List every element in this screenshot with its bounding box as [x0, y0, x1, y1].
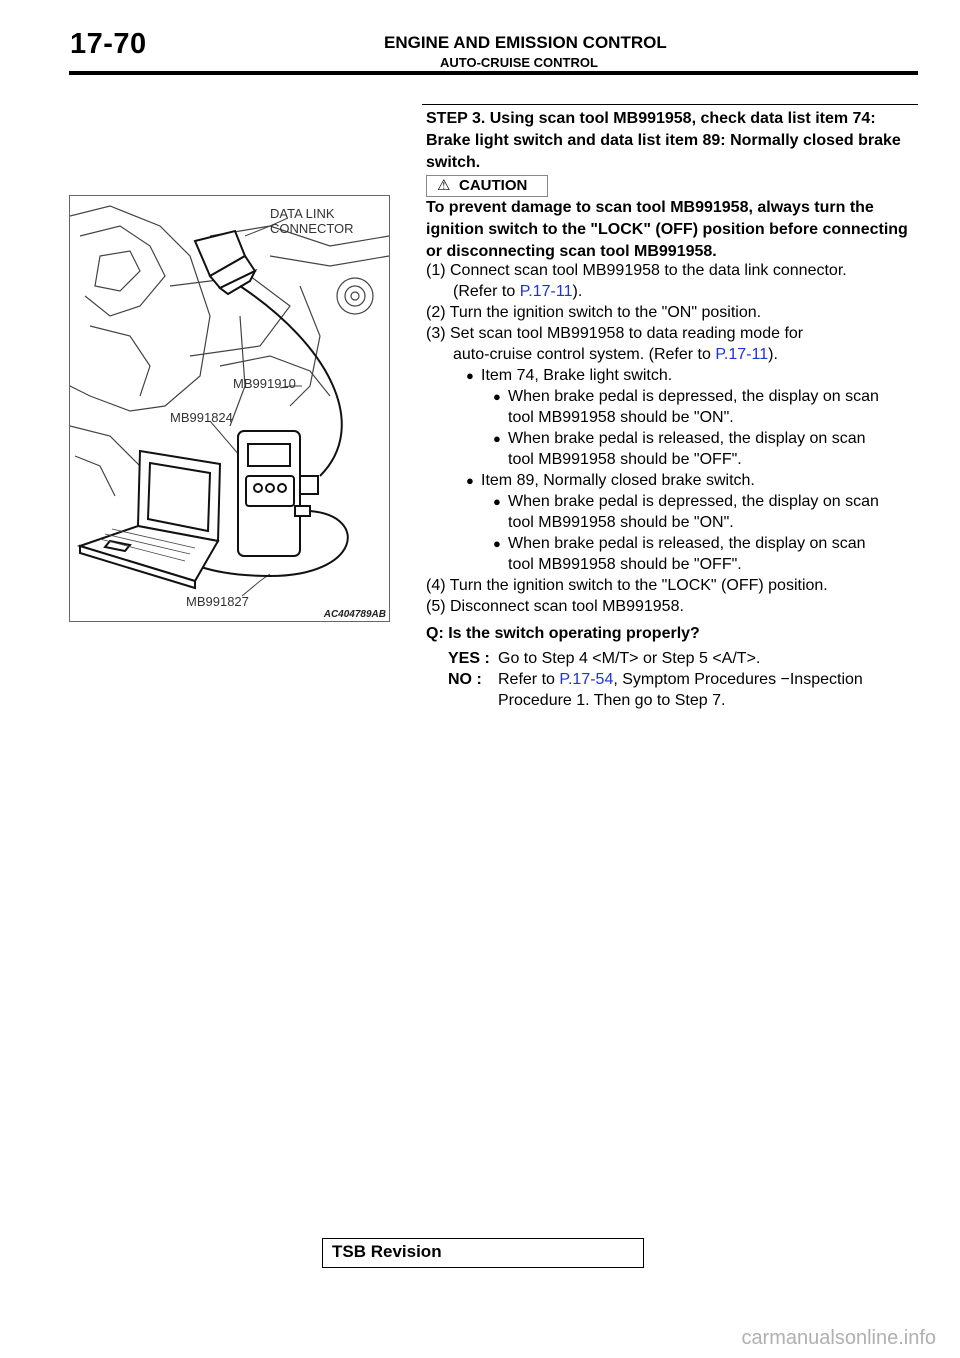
step-4: (4) Turn the ignition switch to the "LOCK" (OFF) position.	[426, 577, 828, 594]
header-rule	[69, 71, 918, 75]
item-74-depressed-2: tool MB991958 should be "ON".	[508, 409, 734, 426]
bullet-icon: ●	[493, 431, 501, 446]
no-answer-2: Procedure 1. Then go to Step 7.	[498, 692, 726, 709]
figure-code: AC404789AB	[323, 609, 386, 620]
label-mb991827: MB991827	[186, 594, 249, 609]
link-p17-54[interactable]: P.17-54	[559, 671, 614, 688]
tsb-revision-label: TSB Revision	[332, 1242, 442, 1261]
label-mb991824: MB991824	[170, 410, 233, 425]
question: Q: Is the switch operating properly?	[426, 625, 700, 642]
watermark: carmanualsonline.info	[741, 1327, 936, 1349]
no-answer-post: , Symptom Procedures −Inspection	[613, 671, 863, 688]
item-74-depressed: When brake pedal is depressed, the display on scan	[508, 388, 879, 405]
caution-label: CAUTION	[459, 177, 528, 194]
step-3: (3) Set scan tool MB991958 to data reading mode for	[426, 325, 804, 342]
step-1-ref-post: ).	[572, 283, 583, 300]
label-mb991910: MB991910	[233, 376, 296, 391]
no-answer	[498, 669, 863, 690]
item-74-released: When brake pedal is released, the display on scan	[508, 430, 866, 447]
step-5: (5) Disconnect scan tool MB991958.	[426, 598, 684, 615]
bullet-icon: ●	[466, 473, 474, 488]
yes-key: YES :	[448, 650, 490, 667]
item-89-depressed-2: tool MB991958 should be "ON".	[508, 514, 734, 531]
subsection-title: AUTO-CRUISE CONTROL	[440, 55, 598, 70]
section-title: ENGINE AND EMISSION CONTROL	[384, 33, 667, 52]
step-rule	[422, 104, 918, 105]
scan-tool-connection-figure	[69, 195, 390, 622]
item-89-released: When brake pedal is released, the display on scan	[508, 535, 866, 552]
step-3-ref-pre: auto-cruise control system. (Refer to	[453, 346, 716, 363]
item-74: Item 74, Brake light switch.	[481, 367, 673, 384]
no-answer-pre: Refer to	[498, 671, 560, 688]
warning-icon: ⚠	[437, 177, 451, 194]
step-1: (1) Connect scan tool MB991958 to the data link connector.	[426, 262, 847, 279]
caution-box	[426, 175, 548, 197]
item-89-released-2: tool MB991958 should be "OFF".	[508, 556, 742, 573]
bullet-icon: ●	[493, 389, 501, 404]
bullet-icon: ●	[466, 368, 474, 383]
no-key: NO :	[448, 671, 482, 688]
label-connector: CONNECTOR	[270, 221, 354, 236]
tsb-revision-box	[322, 1238, 644, 1268]
yes-answer: Go to Step 4 <M/T> or Step 5 <A/T>.	[498, 650, 761, 667]
link-p17-11-a[interactable]: P.17-11	[519, 283, 573, 300]
step-1-ref	[453, 281, 582, 302]
step-3-ref	[453, 344, 778, 365]
link-p17-11-b[interactable]: P.17-11	[715, 346, 769, 363]
page-number: 17-70	[70, 28, 147, 60]
item-89: Item 89, Normally closed brake switch.	[481, 472, 755, 489]
step-2: (2) Turn the ignition switch to the "ON" position.	[426, 304, 762, 321]
bullet-icon: ●	[493, 494, 501, 509]
bullet-icon: ●	[493, 536, 501, 551]
item-89-depressed: When brake pedal is depressed, the display on scan	[508, 493, 879, 510]
figure-drawing	[70, 196, 389, 621]
step-title: STEP 3. Using scan tool MB991958, check data list item 74: Brake light switch and data list item 89: Normally closed brake switch.	[426, 110, 901, 171]
item-74-released-2: tool MB991958 should be "OFF".	[508, 451, 742, 468]
label-data-link: DATA LINK	[270, 206, 335, 221]
step-1-ref-pre: (Refer to	[453, 283, 520, 300]
step-3-ref-post: ).	[768, 346, 778, 363]
caution-text: To prevent damage to scan tool MB991958, always turn the ignition switch to the "LOCK" (OFF) position before connecting or disconnecting scan tool MB991958.	[426, 199, 908, 260]
